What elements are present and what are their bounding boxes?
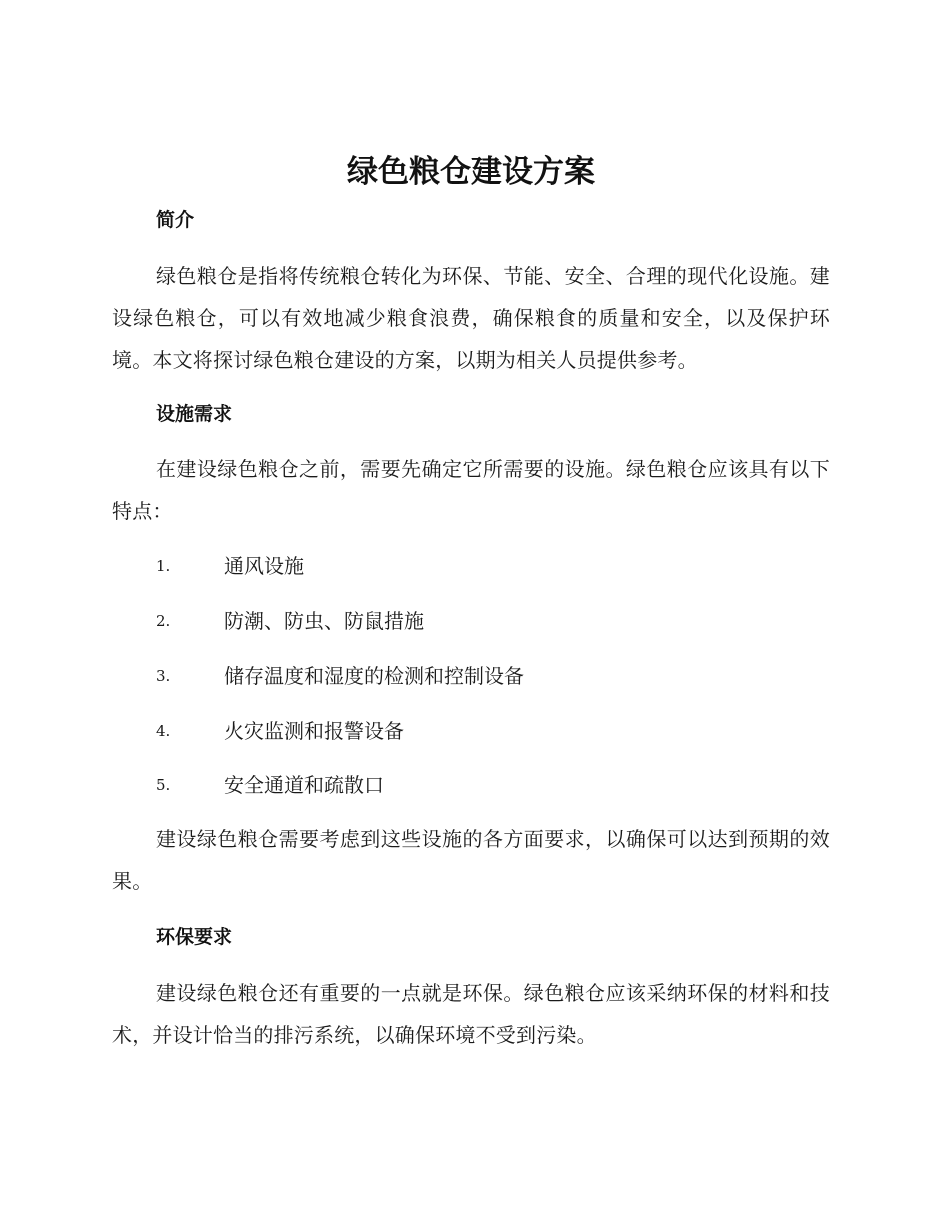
list-item-text: 防潮、防虫、防鼠措施 bbox=[224, 609, 424, 633]
list-item-number: 1. bbox=[156, 557, 171, 575]
facility-summary-paragraph: 建设绿色粮仓需要考虑到这些设施的各方面要求，以确保可以达到预期的效果。 bbox=[112, 827, 830, 893]
environmental-paragraph: 建设绿色粮仓还有重要的一点就是环保。绿色粮仓应该采纳环保的材料和技术，并设计恰当的排污系统，以确保环境不受到污染。 bbox=[112, 981, 830, 1047]
list-item-number: 2. bbox=[156, 612, 171, 630]
section-heading-facility-requirements: 设施需求 bbox=[156, 403, 233, 425]
list-item-text: 储存温度和湿度的检测和控制设备 bbox=[224, 664, 524, 688]
section-heading-intro: 简介 bbox=[156, 209, 195, 231]
list-item-text: 通风设施 bbox=[224, 554, 304, 578]
list-item-text: 火灾监测和报警设备 bbox=[224, 719, 404, 743]
section-heading-environmental-requirements: 环保要求 bbox=[156, 926, 233, 948]
list-item-number: 5. bbox=[156, 776, 171, 794]
list-item-number: 3. bbox=[156, 667, 171, 685]
facility-intro-paragraph: 在建设绿色粮仓之前，需要先确定它所需要的设施。绿色粮仓应该具有以下特点： bbox=[112, 457, 830, 523]
list-item-text: 安全通道和疏散口 bbox=[224, 773, 384, 797]
list-item-number: 4. bbox=[156, 722, 171, 740]
document-title: 绿色粮仓建设方案 bbox=[347, 154, 595, 190]
intro-paragraph: 绿色粮仓是指将传统粮仓转化为环保、节能、安全、合理的现代化设施。建设绿色粮仓，可以有效地减少粮食浪费，确保粮食的质量和安全，以及保护环境。本文将探讨绿色粮仓建设的方案，以期为相关人员提供参考。 bbox=[112, 264, 830, 372]
